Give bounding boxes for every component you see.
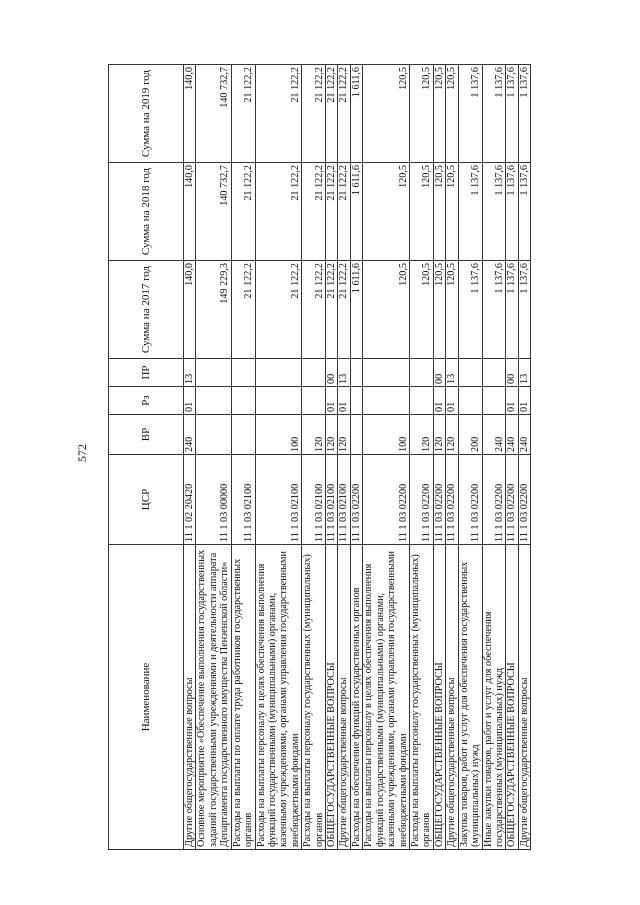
cell-name: Другие общегосударственные вопросы	[518, 545, 530, 850]
cell-sum-2017: 120,5	[446, 261, 458, 359]
cell-name: Расходы на выплаты персоналу в целях обеспечения выполнения функций государственными (муниципальными) органами, казенными учреждениями, органами управления государственными внебюджетными фондами	[255, 545, 302, 850]
cell-sum-2017: 120,5	[410, 261, 434, 359]
table-header-row	[109, 65, 184, 850]
cell-sum-2019: 120,5	[446, 65, 458, 163]
cell-sum-2018: 21 122,2	[326, 163, 338, 261]
cell-rz	[410, 387, 434, 415]
cell-csr: 11 1 03 02100	[302, 455, 326, 545]
cell-sum-2018: 120,5	[410, 163, 434, 261]
cell-sum-2017: 120,5	[363, 261, 410, 359]
table-row	[350, 65, 362, 850]
cell-sum-2018: 120,5	[433, 163, 445, 261]
cell-vr: 240	[184, 415, 196, 455]
cell-sum-2018: 1 137,6	[506, 163, 518, 261]
cell-pr: 00	[506, 359, 518, 387]
cell-sum-2019: 140 732,7	[196, 65, 231, 163]
cell-sum-2019: 21 122,2	[255, 65, 302, 163]
table-row	[196, 65, 231, 850]
cell-pr: 13	[518, 359, 530, 387]
cell-pr	[302, 359, 326, 387]
cell-rz: 01	[506, 387, 518, 415]
cell-sum-2017: 21 122,2	[338, 261, 350, 359]
cell-sum-2019: 140,0	[184, 65, 196, 163]
cell-rz	[255, 387, 302, 415]
cell-sum-2019: 120,5	[410, 65, 434, 163]
header-sum-2017: Сумма на 2017 год	[109, 261, 184, 359]
cell-csr: 11 1 03 02100	[326, 455, 338, 545]
table-row	[506, 65, 518, 850]
cell-rz	[196, 387, 231, 415]
cell-csr: 11 1 03 02200	[363, 455, 410, 545]
budget-table	[108, 64, 531, 850]
table-row	[458, 65, 482, 850]
cell-sum-2017: 21 122,2	[326, 261, 338, 359]
cell-name: Расходы на выплаты персоналу государственных (муниципальных) органов	[302, 545, 326, 850]
cell-name: Основное мероприятие «Обеспечение выполнения государственных заданий государственными учреждениями и деятельности аппарата Департамента государственного имущества Пензенской области»	[196, 545, 231, 850]
cell-pr	[363, 359, 410, 387]
cell-sum-2017: 21 122,2	[255, 261, 302, 359]
table-row	[255, 65, 302, 850]
cell-sum-2019: 21 122,2	[302, 65, 326, 163]
cell-name: ОБЩЕГОСУДАРСТВЕННЫЕ ВОПРОСЫ	[433, 545, 445, 850]
cell-csr: 11 1 03 02200	[482, 455, 506, 545]
header-rz: Рз	[109, 387, 184, 415]
table-row	[518, 65, 530, 850]
cell-vr: 100	[363, 415, 410, 455]
cell-pr: 13	[184, 359, 196, 387]
cell-sum-2017: 1 137,6	[506, 261, 518, 359]
header-csr: ЦСР	[109, 455, 184, 545]
cell-name: ОБЩЕГОСУДАРСТВЕННЫЕ ВОПРОСЫ	[326, 545, 338, 850]
table-row	[302, 65, 326, 850]
cell-sum-2019: 1 137,6	[506, 65, 518, 163]
cell-vr	[350, 415, 362, 455]
cell-vr: 120	[446, 415, 458, 455]
cell-vr: 120	[410, 415, 434, 455]
cell-sum-2019: 21 122,2	[326, 65, 338, 163]
table-row	[338, 65, 350, 850]
cell-name: Другие общегосударственные вопросы	[338, 545, 350, 850]
cell-csr: 11 1 03 02200	[446, 455, 458, 545]
cell-vr: 240	[518, 415, 530, 455]
cell-sum-2019: 21 122,2	[338, 65, 350, 163]
cell-rz	[302, 387, 326, 415]
header-sum-2018: Сумма на 2018 год	[109, 163, 184, 261]
cell-sum-2019: 1 137,6	[458, 65, 482, 163]
header-vr: ВР	[109, 415, 184, 455]
cell-sum-2018: 140 732,7	[196, 163, 231, 261]
table-row	[410, 65, 434, 850]
cell-csr: 11 1 03 02100	[231, 455, 255, 545]
table-row	[482, 65, 506, 850]
cell-name: ОБЩЕГОСУДАРСТВЕННЫЕ ВОПРОСЫ	[506, 545, 518, 850]
cell-csr: 11 1 02 20420	[184, 455, 196, 545]
cell-csr: 11 1 03 02200	[410, 455, 434, 545]
cell-sum-2019: 1 611,6	[350, 65, 362, 163]
cell-pr	[231, 359, 255, 387]
cell-vr: 120	[338, 415, 350, 455]
cell-sum-2017: 140,0	[184, 261, 196, 359]
table-row	[363, 65, 410, 850]
cell-sum-2017: 120,5	[433, 261, 445, 359]
table-row	[231, 65, 255, 850]
cell-csr: 11 1 03 02100	[338, 455, 350, 545]
cell-sum-2017: 1 137,6	[482, 261, 506, 359]
cell-pr: 13	[446, 359, 458, 387]
cell-rz: 01	[338, 387, 350, 415]
cell-name: Расходы на выплаты по оплате труда работников государственных органов	[231, 545, 255, 850]
cell-rz	[482, 387, 506, 415]
cell-rz: 01	[326, 387, 338, 415]
cell-vr: 120	[433, 415, 445, 455]
table-body	[184, 65, 531, 850]
cell-sum-2018: 140,0	[184, 163, 196, 261]
table-row	[433, 65, 445, 850]
cell-sum-2017: 21 122,2	[302, 261, 326, 359]
cell-sum-2017: 1 137,6	[518, 261, 530, 359]
cell-name: Расходы на обеспечение функций государственных органов	[350, 545, 362, 850]
cell-name: Расходы на выплаты персоналу в целях обеспечения выполнения функций государственными (муниципальными) органами, казенными учреждениями, органами управления государственными внебюджетными фондами	[363, 545, 410, 850]
cell-pr	[196, 359, 231, 387]
cell-sum-2019: 21 122,2	[231, 65, 255, 163]
cell-rz: 01	[518, 387, 530, 415]
cell-sum-2018: 1 611,6	[350, 163, 362, 261]
cell-sum-2018: 21 122,2	[302, 163, 326, 261]
cell-csr: 11 1 03 02200	[458, 455, 482, 545]
cell-sum-2019: 120,5	[433, 65, 445, 163]
cell-vr: 120	[326, 415, 338, 455]
cell-pr: 00	[326, 359, 338, 387]
cell-name: Другие общегосударственные вопросы	[446, 545, 458, 850]
cell-csr: 11 1 03 02100	[255, 455, 302, 545]
cell-sum-2019: 1 137,6	[518, 65, 530, 163]
cell-pr	[482, 359, 506, 387]
cell-sum-2019: 120,5	[363, 65, 410, 163]
cell-name: Иные закупки товаров, работ и услуг для обеспечения государственных (муниципальных) нужд	[482, 545, 506, 850]
cell-sum-2018: 1 137,6	[458, 163, 482, 261]
cell-vr	[196, 415, 231, 455]
cell-sum-2017: 21 122,2	[231, 261, 255, 359]
cell-pr	[410, 359, 434, 387]
page-number: 572	[75, 444, 89, 462]
cell-sum-2018: 21 122,2	[255, 163, 302, 261]
cell-name: Расходы на выплаты персоналу государственных (муниципальных) органов	[410, 545, 434, 850]
cell-sum-2018: 21 122,2	[338, 163, 350, 261]
header-sum-2019: Сумма на 2019 год	[109, 65, 184, 163]
cell-csr: 11 1 03 02200	[433, 455, 445, 545]
cell-sum-2018: 1 137,6	[482, 163, 506, 261]
cell-vr: 240	[482, 415, 506, 455]
cell-rz: 01	[446, 387, 458, 415]
header-pr: ПР	[109, 359, 184, 387]
cell-sum-2018: 1 137,6	[518, 163, 530, 261]
cell-rz: 01	[433, 387, 445, 415]
cell-rz: 01	[184, 387, 196, 415]
cell-csr: 11 1 03 02200	[518, 455, 530, 545]
cell-vr: 120	[302, 415, 326, 455]
cell-sum-2017: 1 137,6	[458, 261, 482, 359]
cell-pr	[255, 359, 302, 387]
table-row	[326, 65, 338, 850]
cell-sum-2017: 149 229,3	[196, 261, 231, 359]
cell-name: Закупка товаров, работ и услуг для обеспечения государственных (муниципальных) нужд	[458, 545, 482, 850]
cell-pr: 13	[338, 359, 350, 387]
cell-vr	[231, 415, 255, 455]
cell-csr: 11 1 03 02200	[350, 455, 362, 545]
cell-sum-2018: 120,5	[446, 163, 458, 261]
cell-vr: 100	[255, 415, 302, 455]
cell-sum-2018: 21 122,2	[231, 163, 255, 261]
cell-sum-2018: 120,5	[363, 163, 410, 261]
cell-sum-2017: 1 611,6	[350, 261, 362, 359]
cell-vr: 240	[506, 415, 518, 455]
cell-rz	[350, 387, 362, 415]
cell-rz	[363, 387, 410, 415]
header-name: Наименование	[109, 545, 184, 850]
cell-rz	[231, 387, 255, 415]
table-row	[446, 65, 458, 850]
cell-pr	[458, 359, 482, 387]
cell-rz	[458, 387, 482, 415]
cell-sum-2019: 1 137,6	[482, 65, 506, 163]
cell-csr: 11 1 03 02200	[506, 455, 518, 545]
cell-name: Другие общегосударственные вопросы	[184, 545, 196, 850]
cell-pr: 00	[433, 359, 445, 387]
cell-vr: 200	[458, 415, 482, 455]
cell-pr	[350, 359, 362, 387]
cell-csr: 11 1 03 00000	[196, 455, 231, 545]
table-row	[184, 65, 196, 850]
